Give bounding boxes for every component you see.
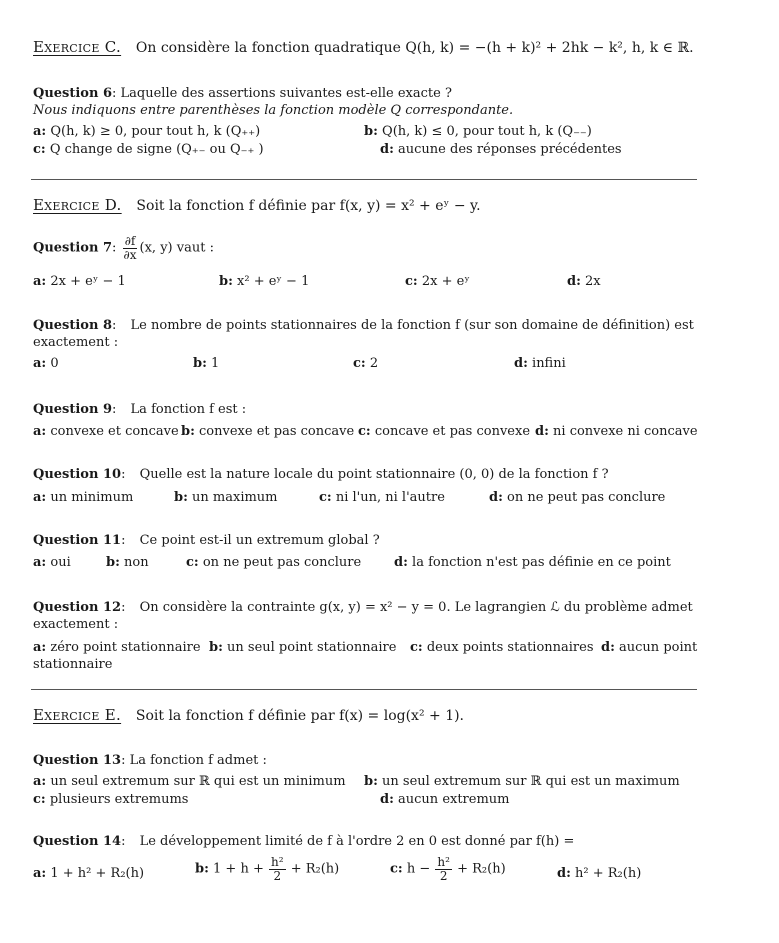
option-text: un seul point stationnaire xyxy=(227,640,397,655)
fraction-numerator: ∂f xyxy=(124,234,136,248)
option-letter: c: xyxy=(33,142,46,157)
question-7-option-a[interactable] xyxy=(33,274,126,289)
exercise-e-title: Exercice E. xyxy=(33,706,122,724)
question-9-label: Question 9 xyxy=(33,402,113,417)
question-13-option-d[interactable] xyxy=(380,792,510,807)
question-6-note: Nous indiquons entre parenthèses la fonction modèle Q correspondante. xyxy=(33,103,514,118)
exercise-c-header xyxy=(33,38,694,56)
question-8-option-d[interactable] xyxy=(514,356,566,371)
question-6-option-b[interactable] xyxy=(364,124,592,139)
option-text: Q(h, k) ≤ 0, pour tout h, k (Q₋₋) xyxy=(382,124,592,139)
option-letter: c: xyxy=(405,274,418,289)
option-letter: c: xyxy=(358,424,371,439)
option-letter: c: xyxy=(319,490,332,505)
question-7-option-b[interactable] xyxy=(219,274,309,289)
option-text: 2 xyxy=(369,356,379,371)
question-9 xyxy=(33,402,246,417)
question-10-option-c[interactable] xyxy=(319,490,445,505)
question-6 xyxy=(33,86,452,101)
question-11-option-a[interactable] xyxy=(33,555,71,570)
option-text: plusieurs extremums xyxy=(49,792,189,807)
option-letter: a: xyxy=(33,490,47,505)
question-12-option-c[interactable] xyxy=(410,640,594,655)
option-text: 1 xyxy=(211,356,220,371)
option-letter: d: xyxy=(557,866,571,881)
option-letter: b: xyxy=(193,356,207,371)
option-text: un minimum xyxy=(50,490,134,505)
question-7-option-c[interactable] xyxy=(405,274,470,289)
option-letter: b: xyxy=(219,274,233,289)
question-10-option-d[interactable] xyxy=(489,490,665,505)
option-text: oui xyxy=(50,555,71,570)
question-11-option-d[interactable] xyxy=(394,555,671,570)
question-7-option-d[interactable] xyxy=(567,274,601,289)
question-8-option-b[interactable] xyxy=(193,356,219,371)
section-divider xyxy=(31,689,697,690)
question-14-colon: : xyxy=(121,834,126,849)
option-letter: d: xyxy=(567,274,581,289)
option-letter: d: xyxy=(601,640,615,655)
question-9-text: La fonction f est : xyxy=(130,402,247,417)
fraction-numerator: h² xyxy=(271,855,284,869)
option-text: deux points stationnaires xyxy=(426,640,594,655)
option-text: 0 xyxy=(50,356,59,371)
option-letter: a: xyxy=(33,555,47,570)
question-10-option-b[interactable] xyxy=(174,490,278,505)
question-13-label: Question 13 xyxy=(33,753,122,768)
question-10-label: Question 10 xyxy=(33,467,122,482)
question-14-option-a[interactable] xyxy=(33,866,144,881)
question-8-option-a[interactable] xyxy=(33,356,59,371)
option-letter: c: xyxy=(186,555,199,570)
question-10-text: Quelle est la nature locale du point stationnaire (0, 0) de la fonction f ? xyxy=(139,467,609,482)
option-letter: d: xyxy=(380,142,394,157)
question-9-colon: : xyxy=(112,402,117,417)
exercise-c-intro: On considère la fonction quadratique Q(h, k) = −(h + k)² + 2hk − k², h, k ∈ ℝ. xyxy=(135,40,694,56)
question-8-text: Le nombre de points stationnaires de la fonction f (sur son domaine de définition) est xyxy=(130,318,694,333)
exercise-c-title: Exercice C. xyxy=(33,38,122,56)
option-text: aucun point xyxy=(619,640,698,655)
question-13 xyxy=(33,753,267,768)
question-6-text: : Laquelle des assertions suivantes est-elle exacte ? xyxy=(112,86,452,101)
question-14 xyxy=(33,834,574,849)
half-h-squared-fraction xyxy=(435,856,452,882)
option-text: un seul extremum sur ℝ qui est un maximum xyxy=(382,774,680,789)
question-14-label: Question 14 xyxy=(33,834,122,849)
option-text: x² + eʸ − 1 xyxy=(237,274,310,289)
question-14-option-b[interactable] xyxy=(195,856,339,882)
question-7-colon: : xyxy=(112,240,117,256)
option-text: 1 + h² + R₂(h) xyxy=(50,866,145,881)
question-11-option-b[interactable] xyxy=(106,555,149,570)
question-12 xyxy=(33,600,693,615)
exercise-e-header xyxy=(33,706,464,724)
question-8-colon: : xyxy=(112,318,117,333)
question-7 xyxy=(33,235,214,261)
question-8-label: Question 8 xyxy=(33,318,113,333)
half-h-squared-fraction xyxy=(269,856,286,882)
option-letter: d: xyxy=(514,356,528,371)
exercise-d-header xyxy=(33,196,481,214)
question-10-colon: : xyxy=(121,467,126,482)
question-14-option-c[interactable] xyxy=(390,856,506,882)
question-13-option-c[interactable] xyxy=(33,792,188,807)
option-text: convexe et pas concave xyxy=(199,424,355,439)
option-text: on ne peut pas conclure xyxy=(202,555,362,570)
option-text: 2x + eʸ xyxy=(421,274,470,289)
question-6-option-d[interactable] xyxy=(380,142,622,157)
question-8-text-cont: exactement : xyxy=(33,335,119,350)
option-text: ni convexe ni concave xyxy=(553,424,698,439)
option-text-post: + R₂(h) xyxy=(290,861,340,877)
option-text: aucune des réponses précédentes xyxy=(398,142,622,157)
question-11 xyxy=(33,533,380,548)
question-12-colon: : xyxy=(121,600,126,615)
option-letter: a: xyxy=(33,640,47,655)
fraction-denominator: 2 xyxy=(273,868,282,883)
question-14-option-d[interactable] xyxy=(557,866,641,881)
option-letter: b: xyxy=(174,490,188,505)
question-11-colon: : xyxy=(121,533,126,548)
option-text: un maximum xyxy=(192,490,278,505)
option-letter: d: xyxy=(535,424,549,439)
option-text: un seul extremum sur ℝ qui est un minimum xyxy=(50,774,346,789)
question-11-label: Question 11 xyxy=(33,533,122,548)
option-text: Q(h, k) ≥ 0, pour tout h, k (Q₊₊) xyxy=(50,124,261,139)
option-letter: c: xyxy=(33,792,46,807)
question-12-option-d-cont: stationnaire xyxy=(33,657,113,672)
question-10-option-a[interactable] xyxy=(33,490,133,505)
option-letter: b: xyxy=(209,640,223,655)
option-letter: b: xyxy=(364,774,378,789)
option-letter: a: xyxy=(33,424,47,439)
question-13-option-a[interactable] xyxy=(33,774,346,789)
fraction-denominator: ∂x xyxy=(123,247,137,262)
question-6-option-a[interactable] xyxy=(33,124,260,139)
option-text: concave et pas convexe xyxy=(374,424,531,439)
question-12-label: Question 12 xyxy=(33,600,122,615)
option-text-pre: h − xyxy=(406,861,431,877)
option-letter: a: xyxy=(33,274,47,289)
question-12-text-cont: exactement : xyxy=(33,617,119,632)
option-letter: b: xyxy=(364,124,378,139)
option-text: Q change de signe (Q₊₋ ou Q₋₊ ) xyxy=(49,142,264,157)
option-text-post: + R₂(h) xyxy=(457,861,506,877)
question-12-option-d[interactable] xyxy=(601,640,697,655)
question-12-option-b[interactable] xyxy=(209,640,396,655)
option-text: la fonction n'est pas définie en ce point xyxy=(412,555,671,570)
option-letter: d: xyxy=(394,555,408,570)
question-12-text: On considère la contrainte g(x, y) = x² − y = 0. Le lagrangien ℒ du problème admet xyxy=(139,600,693,615)
question-7-text: (x, y) vaut : xyxy=(139,240,214,256)
section-divider xyxy=(31,179,697,180)
fraction-numerator: h² xyxy=(437,855,450,869)
question-9-option-d[interactable] xyxy=(535,424,698,439)
question-13-option-b[interactable] xyxy=(364,774,680,789)
question-7-label: Question 7 xyxy=(33,240,113,256)
question-11-text: Ce point est-il un extremum global ? xyxy=(139,533,380,548)
question-10 xyxy=(33,467,609,482)
option-letter: c: xyxy=(410,640,423,655)
question-13-text: : La fonction f admet : xyxy=(121,753,267,768)
question-11-option-c[interactable] xyxy=(186,555,361,570)
exercise-d-intro: Soit la fonction f définie par f(x, y) = x² + eʸ − y. xyxy=(136,198,481,214)
option-letter: b: xyxy=(195,861,209,877)
question-8-option-c[interactable] xyxy=(353,356,378,371)
option-letter: b: xyxy=(181,424,195,439)
option-letter: d: xyxy=(380,792,394,807)
option-text: convexe et concave xyxy=(50,424,179,439)
option-letter: a: xyxy=(33,124,47,139)
option-text: zéro point stationnaire xyxy=(50,640,201,655)
option-letter: a: xyxy=(33,866,47,881)
option-letter: a: xyxy=(33,774,47,789)
exercise-e-intro: Soit la fonction f définie par f(x) = log(x² + 1). xyxy=(135,708,465,724)
option-text-pre: 1 + h + xyxy=(213,861,264,877)
fraction-denominator: 2 xyxy=(439,868,448,883)
option-letter: c: xyxy=(390,861,403,877)
question-8 xyxy=(33,318,694,333)
option-text: 2x + eʸ − 1 xyxy=(50,274,126,289)
option-text: h² + R₂(h) xyxy=(575,866,642,881)
question-6-option-c[interactable] xyxy=(33,142,264,157)
option-letter: a: xyxy=(33,356,47,371)
option-text: aucun extremum xyxy=(398,792,510,807)
question-12-option-a[interactable] xyxy=(33,640,201,655)
exercise-d-title: Exercice D. xyxy=(33,196,122,214)
option-text: 2x xyxy=(585,274,601,289)
question-14-text: Le développement limité de f à l'ordre 2 en 0 est donné par f(h) = xyxy=(139,834,575,849)
option-letter: c: xyxy=(353,356,366,371)
option-letter: d: xyxy=(489,490,503,505)
option-text: on ne peut pas conclure xyxy=(507,490,666,505)
partial-derivative-fraction xyxy=(122,235,139,261)
option-text: infini xyxy=(532,356,566,371)
option-text: non xyxy=(124,555,149,570)
option-text: ni l'un, ni l'autre xyxy=(335,490,445,505)
question-9-option-c[interactable] xyxy=(358,424,530,439)
question-9-option-a[interactable] xyxy=(33,424,179,439)
option-letter: b: xyxy=(106,555,120,570)
question-9-option-b[interactable] xyxy=(181,424,354,439)
question-6-label: Question 6 xyxy=(33,86,113,101)
